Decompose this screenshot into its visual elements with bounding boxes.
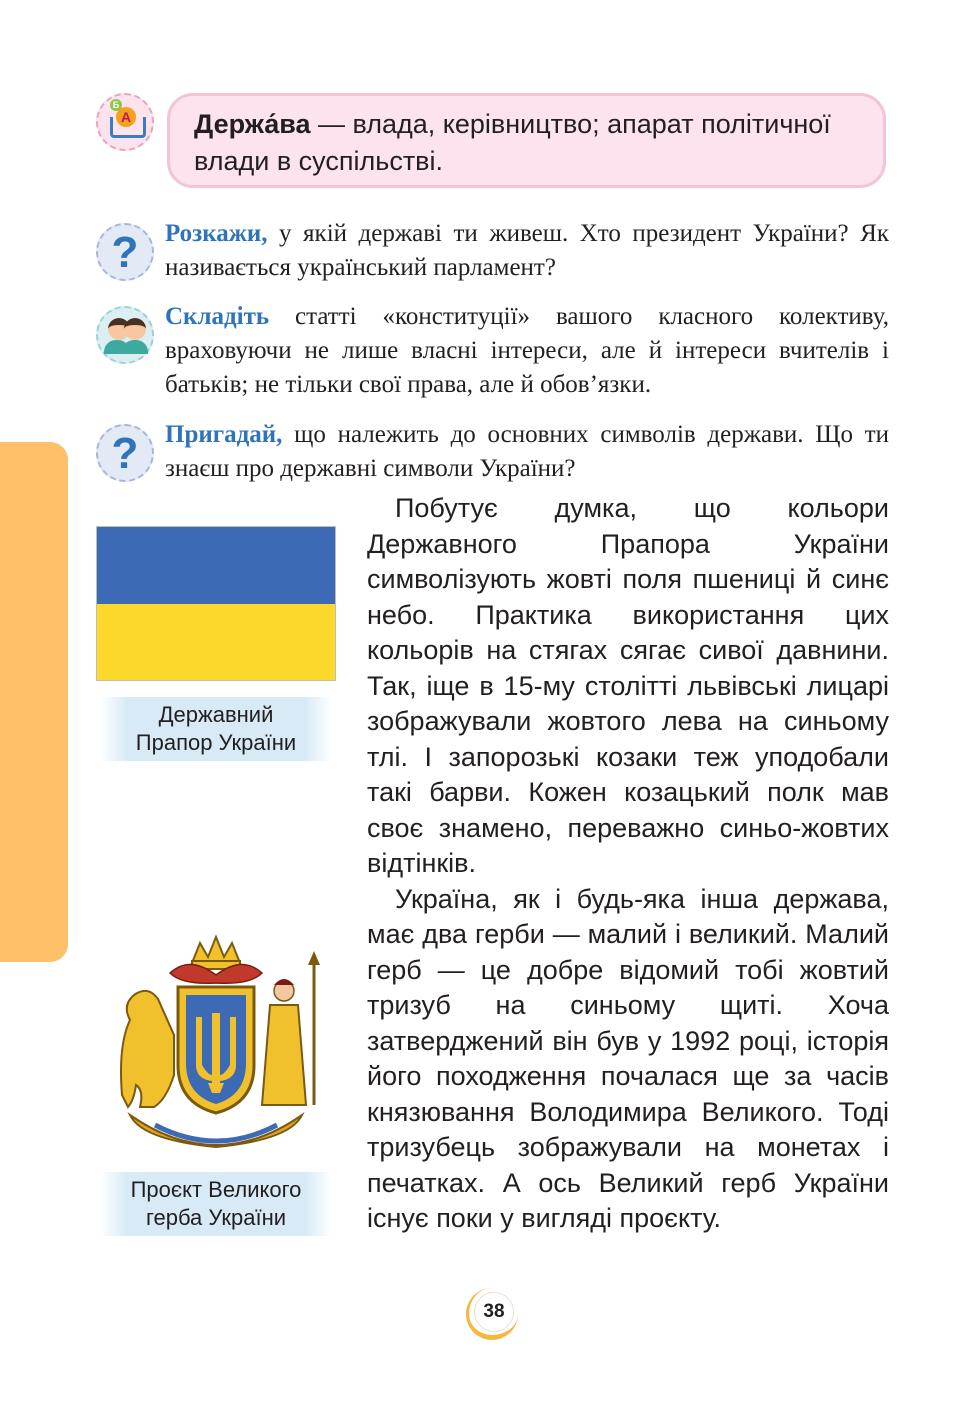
- task-text: у якій державі ти живеш. Хто президент України? Як називається український парламент?: [165, 220, 889, 281]
- group-work-icon: [96, 306, 154, 364]
- page-number-badge: [466, 1288, 518, 1340]
- caption-line: Державний: [158, 702, 274, 727]
- letter-b-icon: Б: [110, 99, 122, 111]
- task-keyword: Складіть: [165, 303, 270, 330]
- caption-line: Проєкт Великого: [130, 1177, 302, 1202]
- task-1: [165, 217, 889, 285]
- definition-text: — влада, керівництво; апарат політичної влади в суспільстві.: [194, 109, 831, 176]
- definition-term: Держа́ва: [194, 109, 311, 139]
- ukraine-flag-image: [96, 526, 336, 681]
- page-number: 38: [474, 1292, 514, 1332]
- dictionary-icon: [96, 93, 154, 151]
- paragraph-text: Україна, як і будь-яка інша держава, має два герби — малий і великий. Малий герб — це добре відомий тобі жовтий тризуб на синьому щиті. Хоча затверджений він був у 1992 році, історія його походження почалася ще за часів князювання Володимира Великого. Тоді тризубець зображували на монетах і печатках. А ось Великий герб України існує поки у вигляді проєкту.: [367, 883, 889, 1233]
- caption-line: герба України: [145, 1205, 287, 1230]
- caption-line: Прапор України: [135, 730, 297, 755]
- question-icon: ?: [96, 424, 154, 482]
- task-2: [165, 300, 889, 402]
- task-keyword: Пригадай,: [165, 421, 283, 448]
- paragraph-text: Побутує думка, що кольори Державного Прапора України символізують жовті поля пшениці й синє небо. Практика використання цих кольорів на стягах сягає сивої давнини. Так, іще в 15-му столітті львівські лицарі зображували жовтого лева на синьому тлі. І запорозькі козаки теж уподобали такі барви. Кожен козацький полк мав своє знамено, переважно синьо-жовтих відтінків.: [367, 493, 889, 878]
- question-icon: ?: [96, 223, 154, 281]
- coat-of-arms-caption: [100, 1172, 332, 1236]
- task-text: статті «конституції» вашого класного колективу, враховуючи не лише власні інтереси, але й інтереси вчителів і батьків; не тільки свої права, але й обов’язки.: [165, 303, 889, 398]
- task-3: [165, 418, 889, 486]
- task-text: що належить до основних символів держави. Що ти знаєш про державні символи України?: [165, 421, 889, 482]
- side-tab: [0, 442, 68, 962]
- main-text: [367, 491, 889, 1237]
- paragraph: [367, 491, 889, 882]
- great-coat-of-arms-image: [100, 925, 332, 1165]
- task-keyword: Розкажи,: [165, 220, 268, 247]
- definition-box: [167, 93, 886, 188]
- letter-a-icon: А: [116, 107, 136, 127]
- flag-caption: [100, 697, 332, 761]
- paragraph: [367, 882, 889, 1237]
